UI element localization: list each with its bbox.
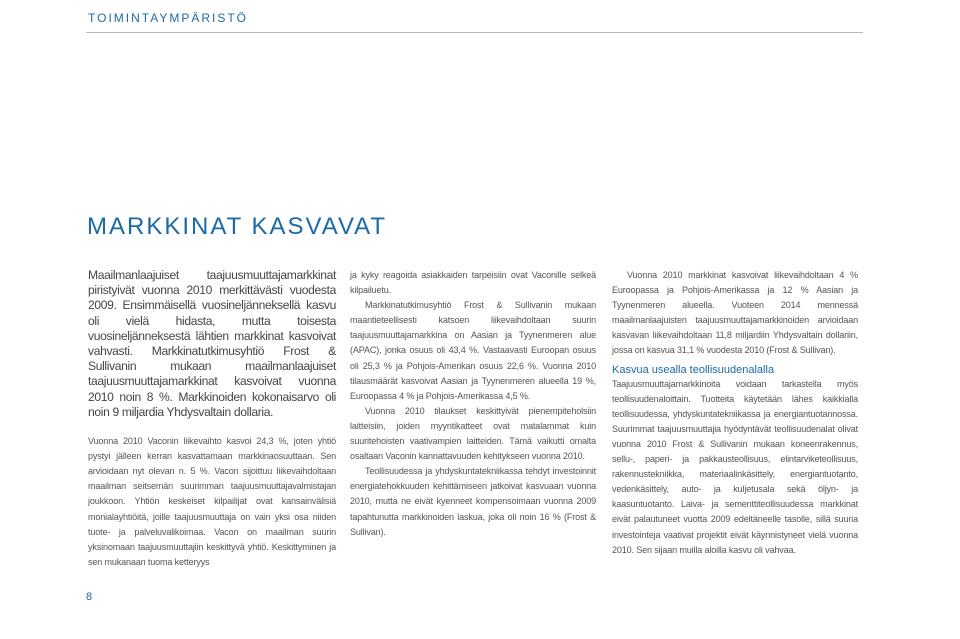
body-paragraph: Vuonna 2010 Vaconin liikevaihto kasvoi 24,3 %, joten yhtiö pystyi jälleen kerran kasvattamaan markkinaosuuttaan. Sen arvioidaan nyt olevan n. 5 %. Vacon sijoittuu liikevaihdoltaan maailman seitsemän suurimman taajuusmuuttajavalmistajan joukkoon. Yhtiön keskeiset kilpailijat ovat kansainvälisiä monialayhtiöitä, joille taajuusmuuttaja on vain yksi osa niiden tuote- ja palveluvalikoimaa. Vacon on maailman suurin yksinomaan taajuusmuuttajiin keskittyvä yhtiö. Keskittyminen ja sen mukanaan tuoma ketteryys — [88, 436, 336, 567]
header-divider — [86, 32, 863, 33]
page-title: MARKKINAT KASVAVAT — [87, 213, 388, 240]
column-3 — [612, 268, 858, 558]
page-number: 8 — [86, 591, 93, 603]
section-label: TOIMINTAYMPÄRISTÖ — [88, 11, 249, 25]
body-paragraph: Teollisuudessa ja yhdyskuntatekniikassa tehdyt investoinnit energiatehokkuuden kehittämiseen jatkoivat kasvuaan vuonna 2010, mutta ne eivät kyenneet kompensoimaan vuonna 2009 tapahtunutta markkinoiden laskua, joka oli noin 16 % (Frost & Sullivan). — [350, 466, 596, 537]
body-paragraph: Taajuusmuuttajamarkkinoita voidaan tarkastella myös teollisuudenaloittain. Tuotteita käytetään lähes kaikkialla teollisuudessa, yhdyskuntatekniikassa ja energiantuotannossa. Suurimmat taajuusmuuttajia hyödyntävät teollisuudenalat olivat vuonna 2010 Frost & Sullivanin mukaan koneenrakennus, sellu-, paperi- ja pakkausteollisuus, elintarviketeollisuus, rakennustekniikka, materiaalinkäsittely, energiantuotanto, vedenkäsittely, auto- ja kuljetusala sekä öljyn- ja kaasuntuotanto. Laiva- ja sementtiteollisuudessa markkinat eivät palautuneet vuotta 2009 edeltäneelle tasolle, sillä suuria investointeja vaativat projektit eivät käynnistyneet vielä vuonna 2010. Sen sijaan muilla aloilla kasvu oli vahvaa. — [612, 378, 858, 555]
subheading: Kasvua usealla teollisuudenalalla — [612, 363, 775, 376]
body-paragraph: ja kyky reagoida asiakkaiden tarpeisiin ovat Vaconille selkeä kilpailuetu. — [350, 270, 596, 296]
column-1 — [88, 268, 336, 570]
body-paragraph: Markkinatutkimusyhtiö Frost & Sullivanin mukaan maantieteellisesti katsoen liikevaihdoltaan suurin taajuusmuuttajamarkkina on Aasian ja Tyynenmeren alue (APAC), jonka osuus oli 43,4 %. Vastaavasti Euroopan osuus oli 25,3 % ja Pohjois-Amerikan osuus 22,6 %. Vuonna 2010 tilausmäärät kasvoivat Aasian ja Tyynenmeren alueella 19 %, Euroopassa 4 % ja Pohjois-Amerikassa 4,5 %. — [350, 300, 596, 401]
column-2 — [350, 268, 596, 540]
body-paragraph: Vuonna 2010 tilaukset keskittyivät pienempiteholsiin laitteisiin, joiden myyntikatteet ovat matalammat kuin suuritehoisten vaativampien laitteiden. Tämä vaikutti omalta osaltaan Vaconin kannattavuuden kehitykseen vuonna 2010. — [350, 405, 596, 462]
body-paragraph: Vuonna 2010 markkinat kasvoivat liikevaihdoltaan 4 % Euroopassa ja Pohjois-Amerikassa ja 12 % Aasian ja Tyynenmeren alueella. Vuoteen 2014 mennessä maailmanlaajuisten taajuusmuuttajamarkkinoiden arvioidaan kasvavan liikevaihdoltaan 11,8 miljardiin Yhdysvaltain dollariin, jossa on kasvua 31,1 % vuodesta 2010 (Frost & Sullivan). — [612, 270, 858, 356]
lead-paragraph: Maailmanlaajuiset taajuusmuuttajamarkkinat piristyivät vuonna 2010 merkittävästi vuodesta 2009. Ensimmäisellä vuosineljänneksellä kasvu oli vielä hidasta, mutta toisesta vuosineljänneksestä lähtien markkinat kasvoivat vahvasti. Markkinatutkimusyhtiö Frost & Sullivanin mukaan maailmanlaajuiset taajuusmuuttajamarkkinat kasvoivat vuonna 2010 noin 8 %. Markkinoiden kokonaisarvo oli noin 9 miljardia Yhdysvaltain dollaria. — [88, 268, 336, 419]
